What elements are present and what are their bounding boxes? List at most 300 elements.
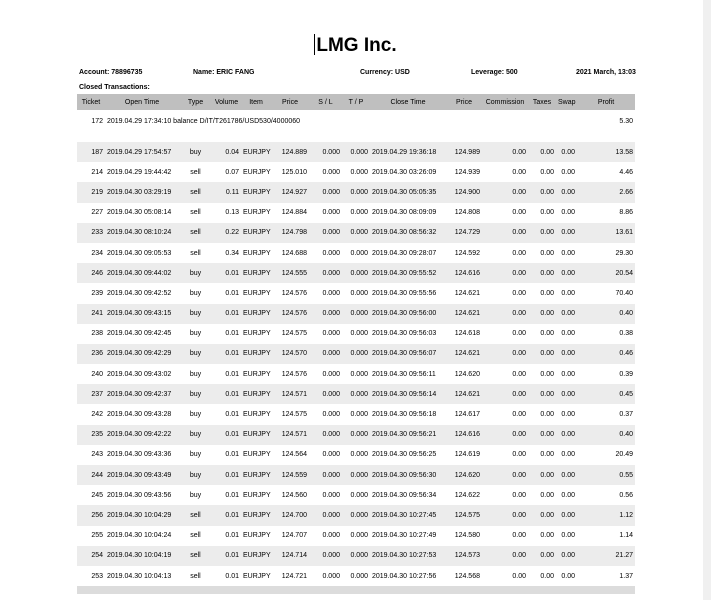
cell-type: buy [189, 330, 202, 338]
account-number: Account: 78896735 [79, 69, 143, 76]
cell-open-time: 2019.04.30 05:08:14 [107, 209, 172, 217]
column-header-stop-loss: S / L [318, 98, 333, 106]
cell-stop-loss: 0.000 [322, 411, 340, 419]
cell-profit: 0.37 [619, 411, 633, 419]
cell-open-price: 124.576 [281, 310, 307, 318]
cell-item: EURJPY [243, 168, 271, 176]
cell-profit: 20.54 [615, 269, 633, 277]
cell-close-time: 2019.04.30 09:56:07 [372, 350, 437, 358]
cell-close-price: 124.616 [454, 431, 480, 439]
column-header-commission: Commission [485, 98, 525, 106]
cell-swap: 0.00 [561, 209, 575, 217]
cell-item: EURJPY [243, 572, 271, 580]
cell-take-profit: 0.000 [350, 269, 368, 277]
cell-type: sell [190, 168, 201, 176]
cell-stop-loss: 0.000 [322, 431, 340, 439]
cell-type: buy [189, 471, 202, 479]
cell-profit: 0.40 [619, 431, 633, 439]
cell-open-price: 124.571 [281, 431, 307, 439]
cell-close-time: 2019.04.30 09:56:34 [372, 491, 437, 499]
cell-open-time: 2019.04.30 09:43:56 [107, 491, 172, 499]
company-title[interactable] [0, 34, 711, 57]
cell-item: EURJPY [243, 269, 271, 277]
cell-volume: 0.01 [225, 370, 239, 378]
column-header-close-time: Close Time [390, 98, 426, 106]
table-row [77, 404, 635, 424]
cell-open-time: 2019.04.30 09:05:53 [107, 249, 172, 257]
cell-taxes: 0.00 [540, 370, 554, 378]
cell-ticket: 255 [91, 532, 103, 540]
cell-take-profit: 0.000 [350, 330, 368, 338]
cell-take-profit: 0.000 [350, 249, 368, 257]
cell-volume: 0.01 [225, 532, 239, 540]
company-name: LMG Inc. [316, 35, 397, 56]
cell-taxes: 0.00 [540, 168, 554, 176]
cell-item: EURJPY [243, 411, 271, 419]
cell-type: buy [189, 269, 202, 277]
cell-close-time: 2019.04.30 05:05:35 [372, 188, 437, 196]
cell-taxes: 0.00 [540, 330, 554, 338]
table-row [77, 526, 635, 546]
cell-swap: 0.00 [561, 168, 575, 176]
cell-commission: 0.00 [512, 330, 526, 338]
table-row [77, 445, 635, 465]
cell-open-time: 2019.04.30 09:43:02 [107, 370, 172, 378]
column-header-close-price: Price [456, 98, 472, 106]
cell-take-profit: 0.000 [350, 431, 368, 439]
cell-taxes: 0.00 [540, 451, 554, 459]
cell-profit: 21.27 [615, 552, 633, 560]
cell-profit: 70.40 [615, 289, 633, 297]
cell-open-price: 124.570 [281, 350, 307, 358]
cell-close-time: 2019.04.30 10:27:53 [372, 552, 437, 560]
cell-close-price: 124.621 [454, 350, 480, 358]
cell-stop-loss: 0.000 [322, 350, 340, 358]
cell-swap: 0.00 [561, 350, 575, 358]
cell-close-price: 124.619 [454, 451, 480, 459]
cell-type: sell [190, 209, 201, 217]
cell-profit: 0.56 [619, 491, 633, 499]
table-row [77, 485, 635, 505]
cell-item: EURJPY [243, 431, 271, 439]
cell-profit: 0.39 [619, 370, 633, 378]
cell-commission: 0.00 [512, 209, 526, 217]
cell-commission: 0.00 [512, 431, 526, 439]
cell-open-price: 124.884 [281, 209, 307, 217]
cell-stop-loss: 0.000 [322, 451, 340, 459]
cell-open-time: 2019.04.30 09:42:37 [107, 390, 172, 398]
cell-close-time: 2019.04.30 09:56:25 [372, 451, 437, 459]
table-row [77, 546, 635, 566]
cell-volume: 0.34 [225, 249, 239, 257]
cell-ticket: 187 [91, 148, 103, 156]
cell-profit: 2.66 [619, 188, 633, 196]
cell-close-price: 124.617 [454, 411, 480, 419]
table-row [77, 223, 635, 243]
cell-close-price: 124.620 [454, 370, 480, 378]
cell-swap: 0.00 [561, 572, 575, 580]
cell-profit: 1.12 [619, 511, 633, 519]
cell-stop-loss: 0.000 [322, 249, 340, 257]
cell-stop-loss: 0.000 [322, 471, 340, 479]
cell-ticket: 235 [91, 431, 103, 439]
cell-close-time: 2019.04.30 08:09:09 [372, 209, 437, 217]
cell-profit: 0.45 [619, 390, 633, 398]
cell-close-time: 2019.04.30 09:55:52 [372, 269, 437, 277]
cell-stop-loss: 0.000 [322, 229, 340, 237]
cell-volume: 0.11 [225, 188, 239, 196]
cell-swap: 0.00 [561, 411, 575, 419]
cell-ticket: 214 [91, 168, 103, 176]
cell-volume: 0.01 [225, 471, 239, 479]
cell-stop-loss: 0.000 [322, 491, 340, 499]
cell-close-time: 2019.04.30 10:27:56 [372, 572, 437, 580]
table-row [77, 566, 635, 586]
cell-item: EURJPY [243, 511, 271, 519]
cell-stop-loss: 0.000 [322, 269, 340, 277]
cell-taxes: 0.00 [540, 188, 554, 196]
cell-type: sell [190, 188, 201, 196]
cell-profit: 0.38 [619, 330, 633, 338]
cell-open-time: 2019.04.30 08:10:24 [107, 229, 172, 237]
cell-profit: 29.30 [615, 249, 633, 257]
row-spacer [77, 132, 635, 142]
cell-close-price: 124.622 [454, 491, 480, 499]
cell-volume: 0.01 [225, 310, 239, 318]
cell-swap: 0.00 [561, 330, 575, 338]
cell-close-time: 2019.04.30 09:56:00 [372, 310, 437, 318]
cell-close-price: 124.939 [454, 168, 480, 176]
cell-type: buy [189, 390, 202, 398]
table-row [77, 425, 635, 445]
column-header-item: Item [249, 98, 263, 106]
cell-taxes: 0.00 [540, 491, 554, 499]
cell-swap: 0.00 [561, 390, 575, 398]
cell-type: buy [189, 451, 202, 459]
cell-swap: 0.00 [561, 229, 575, 237]
cell-taxes: 0.00 [540, 390, 554, 398]
cell-type: buy [189, 350, 202, 358]
column-header-open-time: Open Time [124, 98, 160, 106]
cell-taxes: 0.00 [540, 249, 554, 257]
cell-type: buy [189, 491, 202, 499]
cell-open-time: 2019.04.30 09:43:36 [107, 451, 172, 459]
column-header-type: Type [187, 98, 204, 106]
cell-open-price: 124.721 [281, 572, 307, 580]
cell-type: buy [189, 148, 202, 156]
cell-close-price: 124.621 [454, 289, 480, 297]
cell-volume: 0.04 [225, 148, 239, 156]
cell-stop-loss: 0.000 [322, 209, 340, 217]
cell-close-price: 124.580 [454, 532, 480, 540]
cell-open-price: 125.010 [281, 168, 307, 176]
cell-open-price: 124.889 [281, 148, 307, 156]
cell-open-price: 124.700 [281, 511, 307, 519]
table-row [77, 364, 635, 384]
cell-volume: 0.01 [225, 511, 239, 519]
cell-commission: 0.00 [512, 532, 526, 540]
cell-volume: 0.01 [225, 269, 239, 277]
cell-open-time: 2019.04.30 09:42:22 [107, 431, 172, 439]
cell-commission: 0.00 [512, 310, 526, 318]
cell-take-profit: 0.000 [350, 390, 368, 398]
cell-type: buy [189, 370, 202, 378]
cell-open-time: 2019.04.30 09:42:29 [107, 350, 172, 358]
cell-swap: 0.00 [561, 451, 575, 459]
cell-take-profit: 0.000 [350, 350, 368, 358]
cell-close-time: 2019.04.30 09:56:14 [372, 390, 437, 398]
cell-open-price: 124.714 [281, 552, 307, 560]
table-row [77, 505, 635, 525]
cell-ticket: 246 [91, 269, 103, 277]
cell-profit: 0.55 [619, 471, 633, 479]
cell-take-profit: 0.000 [350, 310, 368, 318]
cell-take-profit: 0.000 [350, 289, 368, 297]
column-header-profit: Profit [597, 98, 615, 106]
cell-take-profit: 0.000 [350, 572, 368, 580]
cell-commission: 0.00 [512, 390, 526, 398]
cell-profit: 8.86 [619, 209, 633, 217]
cell-swap: 0.00 [561, 148, 575, 156]
cell-ticket: 234 [91, 249, 103, 257]
cell-profit: 0.40 [619, 310, 633, 318]
cell-item: EURJPY [243, 390, 271, 398]
cell-volume: 0.01 [225, 289, 239, 297]
cell-swap: 0.00 [561, 491, 575, 499]
cell-ticket: 245 [91, 491, 103, 499]
cell-volume: 0.01 [225, 431, 239, 439]
cell-item: EURJPY [243, 350, 271, 358]
cell-stop-loss: 0.000 [322, 310, 340, 318]
cell-ticket: 241 [91, 310, 103, 318]
cell-take-profit: 0.000 [350, 148, 368, 156]
cell-item: EURJPY [243, 289, 271, 297]
cell-volume: 0.01 [225, 491, 239, 499]
cell-item: EURJPY [243, 188, 271, 196]
cell-close-price: 124.621 [454, 310, 480, 318]
cell-close-price: 124.592 [454, 249, 480, 257]
cell-volume: 0.01 [225, 350, 239, 358]
column-header-volume: Volume [214, 98, 239, 106]
cell-item: EURJPY [243, 471, 271, 479]
cell-taxes: 0.00 [540, 511, 554, 519]
cell-close-time: 2019.04.30 03:26:09 [372, 168, 437, 176]
cell-open-time: 2019.04.30 09:43:28 [107, 411, 172, 419]
column-header-swap: Swap [558, 98, 576, 106]
cell-take-profit: 0.000 [350, 411, 368, 419]
cell-taxes: 0.00 [540, 310, 554, 318]
cell-swap: 0.00 [561, 431, 575, 439]
cell-item: EURJPY [243, 552, 271, 560]
cell-open-price: 124.564 [281, 451, 307, 459]
cell-open-time: 2019.04.29 17:54:57 [107, 148, 172, 156]
cell-close-price: 124.900 [454, 188, 480, 196]
account-name: Name: ERIC FANG [193, 69, 255, 76]
column-header-open-price: Price [282, 98, 298, 106]
cell-taxes: 0.00 [540, 572, 554, 580]
cell-volume: 0.01 [225, 552, 239, 560]
cell-item: EURJPY [243, 209, 271, 217]
cell-type: buy [189, 431, 202, 439]
cell-commission: 0.00 [512, 350, 526, 358]
cell-item: EURJPY [243, 310, 271, 318]
table-row [77, 162, 635, 182]
cell-close-price: 124.989 [454, 148, 480, 156]
cell-close-time: 2019.04.30 10:27:49 [372, 532, 437, 540]
cell-take-profit: 0.000 [350, 168, 368, 176]
balance-profit: 5.30 [619, 117, 633, 125]
cell-item: EURJPY [243, 330, 271, 338]
cell-type: buy [189, 411, 202, 419]
cell-taxes: 0.00 [540, 350, 554, 358]
cell-close-price: 124.573 [454, 552, 480, 560]
cell-item: EURJPY [243, 249, 271, 257]
cell-profit: 1.14 [619, 532, 633, 540]
cell-close-time: 2019.04.30 09:56:03 [372, 330, 437, 338]
cell-type: buy [189, 289, 202, 297]
cell-ticket: 256 [91, 511, 103, 519]
cell-close-price: 124.621 [454, 390, 480, 398]
cell-commission: 0.00 [512, 249, 526, 257]
cell-stop-loss: 0.000 [322, 390, 340, 398]
column-header-taxes: Taxes [532, 98, 552, 106]
cell-open-time: 2019.04.30 09:43:49 [107, 471, 172, 479]
cell-ticket: 244 [91, 471, 103, 479]
cell-item: EURJPY [243, 491, 271, 499]
cell-ticket: 239 [91, 289, 103, 297]
cell-taxes: 0.00 [540, 532, 554, 540]
cell-type: buy [189, 310, 202, 318]
cell-open-time: 2019.04.30 09:44:02 [107, 269, 172, 277]
cell-item: EURJPY [243, 370, 271, 378]
cell-close-price: 124.616 [454, 269, 480, 277]
cell-stop-loss: 0.000 [322, 370, 340, 378]
table-row [77, 263, 635, 283]
cell-take-profit: 0.000 [350, 532, 368, 540]
cell-open-time: 2019.04.30 10:04:29 [107, 511, 172, 519]
cell-taxes: 0.00 [540, 209, 554, 217]
cell-close-time: 2019.04.30 09:56:18 [372, 411, 437, 419]
cell-taxes: 0.00 [540, 269, 554, 277]
cell-ticket: 233 [91, 229, 103, 237]
cell-open-time: 2019.04.30 10:04:13 [107, 572, 172, 580]
balance-row [77, 110, 635, 132]
table-row [77, 304, 635, 324]
cell-profit: 4.46 [619, 168, 633, 176]
cell-ticket: 236 [91, 350, 103, 358]
cell-take-profit: 0.000 [350, 491, 368, 499]
cell-taxes: 0.00 [540, 229, 554, 237]
cell-item: EURJPY [243, 451, 271, 459]
column-header-ticket: Ticket [81, 98, 101, 106]
cell-commission: 0.00 [512, 370, 526, 378]
cell-commission: 0.00 [512, 451, 526, 459]
cell-open-price: 124.798 [281, 229, 307, 237]
cell-close-time: 2019.04.30 08:56:32 [372, 229, 437, 237]
cell-ticket: 242 [91, 411, 103, 419]
cell-take-profit: 0.000 [350, 552, 368, 560]
cell-ticket: 227 [91, 209, 103, 217]
cell-swap: 0.00 [561, 370, 575, 378]
cell-take-profit: 0.000 [350, 370, 368, 378]
vertical-scrollbar[interactable] [703, 0, 711, 600]
cell-take-profit: 0.000 [350, 229, 368, 237]
cell-close-price: 124.808 [454, 209, 480, 217]
balance-description: 2019.04.29 17:34:10 balance D/IT/T261786/USD530/4000060 [107, 117, 301, 125]
transactions-table [77, 94, 635, 594]
cell-open-time: 2019.04.30 03:29:19 [107, 188, 172, 196]
cell-stop-loss: 0.000 [322, 148, 340, 156]
cell-profit: 1.37 [619, 572, 633, 580]
cell-volume: 0.01 [225, 390, 239, 398]
cell-taxes: 0.00 [540, 289, 554, 297]
cell-type: sell [190, 511, 201, 519]
cell-take-profit: 0.000 [350, 451, 368, 459]
cell-open-price: 124.576 [281, 370, 307, 378]
cell-close-time: 2019.04.30 09:56:21 [372, 431, 437, 439]
cell-commission: 0.00 [512, 269, 526, 277]
cell-commission: 0.00 [512, 229, 526, 237]
table-row [77, 243, 635, 263]
cell-volume: 0.01 [225, 451, 239, 459]
cell-stop-loss: 0.000 [322, 532, 340, 540]
cell-close-price: 124.620 [454, 471, 480, 479]
cell-volume: 0.07 [225, 168, 239, 176]
cell-type: sell [190, 532, 201, 540]
cell-type: sell [190, 572, 201, 580]
table-header-row [77, 94, 635, 110]
cell-close-price: 124.568 [454, 572, 480, 580]
cell-item: EURJPY [243, 148, 271, 156]
cell-swap: 0.00 [561, 552, 575, 560]
cell-stop-loss: 0.000 [322, 188, 340, 196]
table-row [77, 384, 635, 404]
cell-taxes: 0.00 [540, 471, 554, 479]
cell-commission: 0.00 [512, 168, 526, 176]
cell-open-time: 2019.04.29 19:44:42 [107, 168, 172, 176]
cell-take-profit: 0.000 [350, 471, 368, 479]
cell-swap: 0.00 [561, 511, 575, 519]
column-header-take-profit: T / P [348, 98, 364, 106]
cell-profit: 20.49 [615, 451, 633, 459]
cell-ticket: 254 [91, 552, 103, 560]
cell-type: sell [190, 249, 201, 257]
cell-volume: 0.13 [225, 209, 239, 217]
cell-profit: 13.58 [615, 148, 633, 156]
cell-taxes: 0.00 [540, 552, 554, 560]
cell-close-time: 2019.04.30 09:55:56 [372, 289, 437, 297]
table-row [77, 203, 635, 223]
cell-stop-loss: 0.000 [322, 168, 340, 176]
cell-open-time: 2019.04.30 09:42:45 [107, 330, 172, 338]
cell-swap: 0.00 [561, 310, 575, 318]
cell-close-time: 2019.04.30 09:28:07 [372, 249, 437, 257]
cell-close-price: 124.575 [454, 511, 480, 519]
table-row [77, 324, 635, 344]
cell-ticket: 243 [91, 451, 103, 459]
cell-swap: 0.00 [561, 269, 575, 277]
cell-swap: 0.00 [561, 249, 575, 257]
table-row [77, 283, 635, 303]
cell-commission: 0.00 [512, 289, 526, 297]
cell-commission: 0.00 [512, 188, 526, 196]
account-currency: Currency: USD [360, 69, 410, 76]
cell-volume: 0.22 [225, 229, 239, 237]
cell-close-price: 124.618 [454, 330, 480, 338]
cell-open-price: 124.571 [281, 390, 307, 398]
cell-take-profit: 0.000 [350, 188, 368, 196]
cell-commission: 0.00 [512, 471, 526, 479]
